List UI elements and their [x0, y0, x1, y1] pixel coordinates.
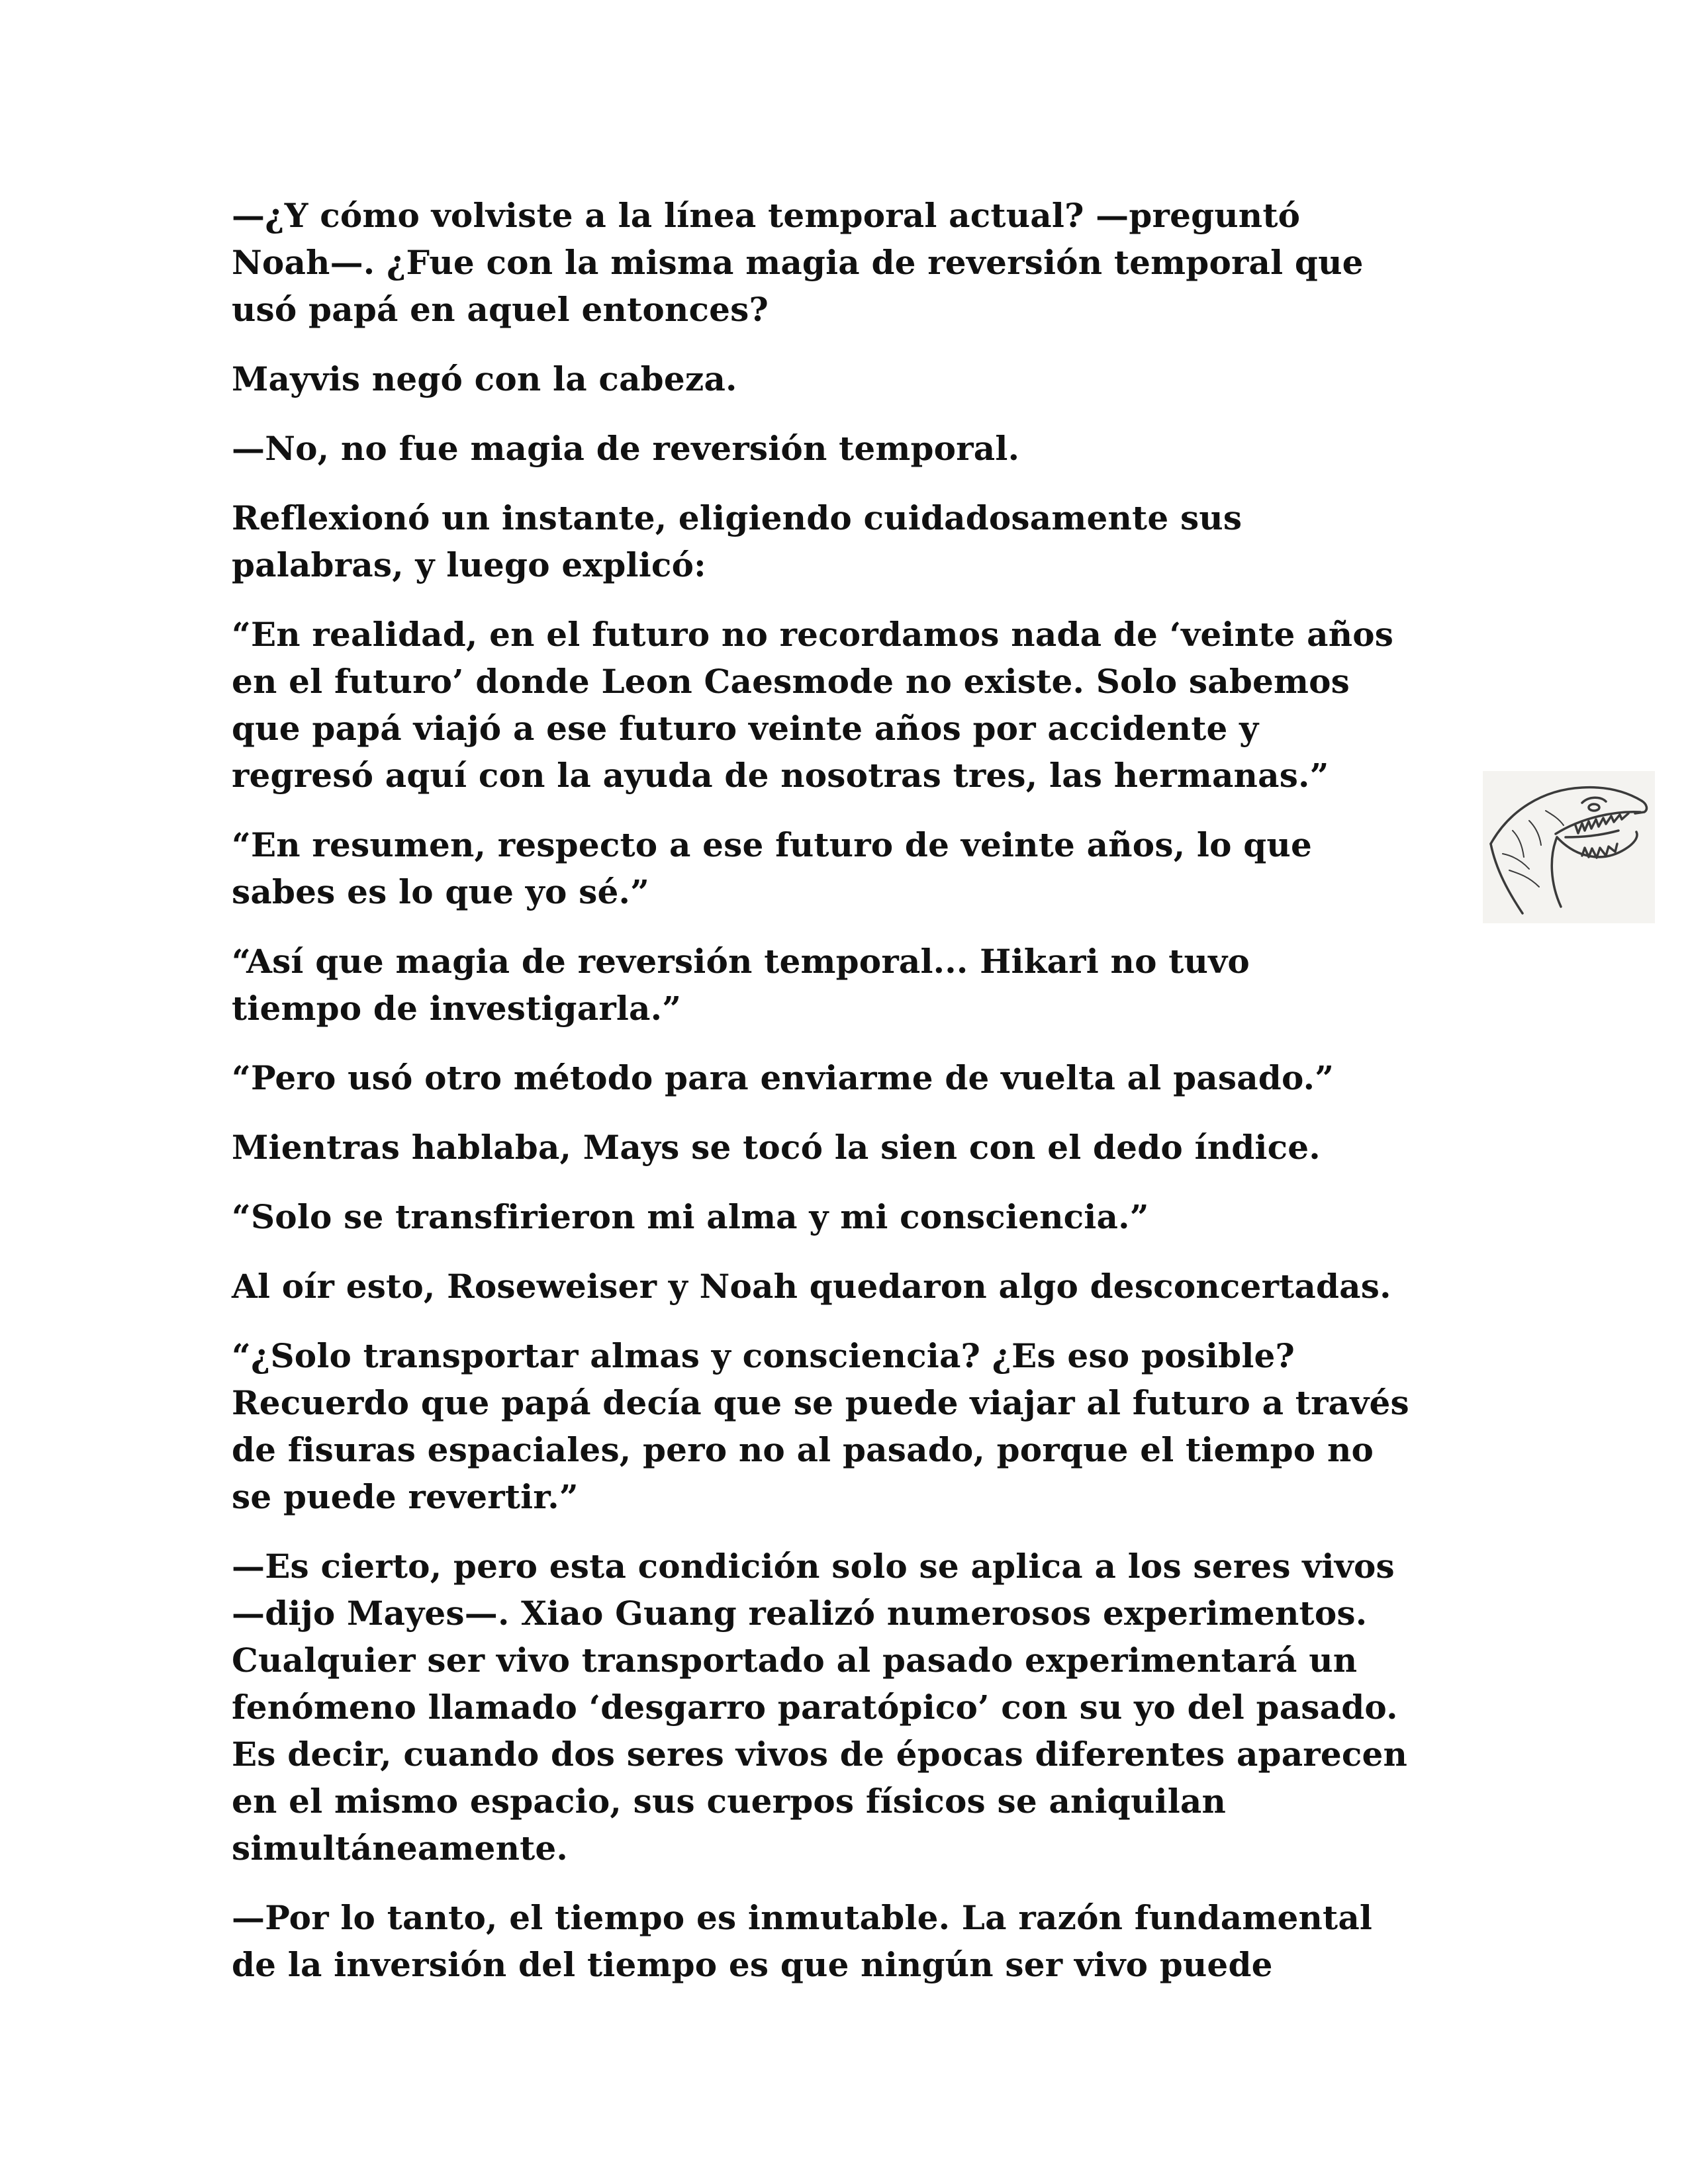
paragraph [232, 611, 1463, 799]
text-line: en el futuro’ donde Leon Caesmode no existe. Solo sabemos [232, 662, 1350, 701]
text-line: Noah—. ¿Fue con la misma magia de reversión temporal que [232, 243, 1364, 282]
text-line: Mayvis negó con la cabeza. [232, 359, 737, 398]
text-line: Reflexionó un instante, eligiendo cuidadosamente sus [232, 498, 1243, 537]
text-line: palabras, y luego explicó: [232, 545, 706, 584]
paragraph [232, 1543, 1463, 1872]
text-line: —Por lo tanto, el tiempo es inmutable. La razón fundamental [232, 1898, 1373, 1937]
text-line: —Es cierto, pero esta condición solo se aplica a los seres vivos [232, 1547, 1395, 1586]
paragraph [232, 821, 1463, 915]
text-line: simultáneamente. [232, 1829, 569, 1868]
text-line: usó papá en aquel entonces? [232, 290, 769, 329]
text-line: sabes es lo que yo sé.” [232, 872, 650, 911]
text-line: “En resumen, respecto a ese futuro de veinte años, lo que [232, 825, 1312, 864]
text-line: Mientras hablaba, Mays se tocó la sien con el dedo índice. [232, 1128, 1321, 1167]
paragraph [232, 1332, 1463, 1520]
text-line: —¿Y cómo volviste a la línea temporal actual? —preguntó [232, 196, 1301, 235]
text-line: Recuerdo que papá decía que se puede viajar al futuro a través [232, 1383, 1409, 1422]
paragraph [232, 1124, 1463, 1171]
text-line: fenómeno llamado ‘desgarro paratópico’ con su yo del pasado. [232, 1688, 1398, 1727]
text-line: tiempo de investigarla.” [232, 989, 682, 1028]
paragraph [232, 938, 1463, 1032]
paragraph [232, 1193, 1463, 1240]
dinosaur-sketch-drawing [1483, 771, 1655, 923]
text-line: “Así que magia de reversión temporal... Hikari no tuvo [232, 942, 1250, 981]
text-line: —No, no fue magia de reversión temporal. [232, 429, 1020, 468]
paragraph [232, 494, 1463, 588]
dinosaur-head-sketch-icon [1483, 771, 1655, 923]
paragraph [232, 1054, 1463, 1101]
text-line: Al oír esto, Roseweiser y Noah quedaron algo desconcertadas. [232, 1267, 1391, 1306]
text-line: de la inversión del tiempo es que ningún ser vivo puede [232, 1945, 1273, 1984]
paragraph [232, 1894, 1463, 1988]
text-line: en el mismo espacio, sus cuerpos físicos se aniquilan [232, 1782, 1227, 1821]
body-text [232, 192, 1463, 2011]
paragraph [232, 192, 1463, 333]
text-line: de fisuras espaciales, pero no al pasado, porque el tiempo no [232, 1430, 1374, 1469]
text-line: “Pero usó otro método para enviarme de vuelta al pasado.” [232, 1058, 1335, 1097]
text-line: —dijo Mayes—. Xiao Guang realizó numerosos experimentos. [232, 1594, 1368, 1633]
text-line: se puede revertir.” [232, 1477, 579, 1516]
paragraph [232, 425, 1463, 472]
text-line: que papá viajó a ese futuro veinte años por accidente y [232, 709, 1259, 748]
paragraph [232, 1263, 1463, 1310]
paragraph [232, 355, 1463, 402]
text-line: Cualquier ser vivo transportado al pasado experimentará un [232, 1641, 1358, 1680]
text-line: “¿Solo transportar almas y consciencia? ¿Es eso posible? [232, 1336, 1295, 1375]
text-line: “Solo se transfirieron mi alma y mi consciencia.” [232, 1197, 1149, 1236]
text-line: regresó aquí con la ayuda de nosotras tres, las hermanas.” [232, 756, 1329, 795]
text-line: Es decir, cuando dos seres vivos de épocas diferentes aparecen [232, 1735, 1408, 1774]
text-line: “En realidad, en el futuro no recordamos nada de ‘veinte años [232, 615, 1394, 654]
